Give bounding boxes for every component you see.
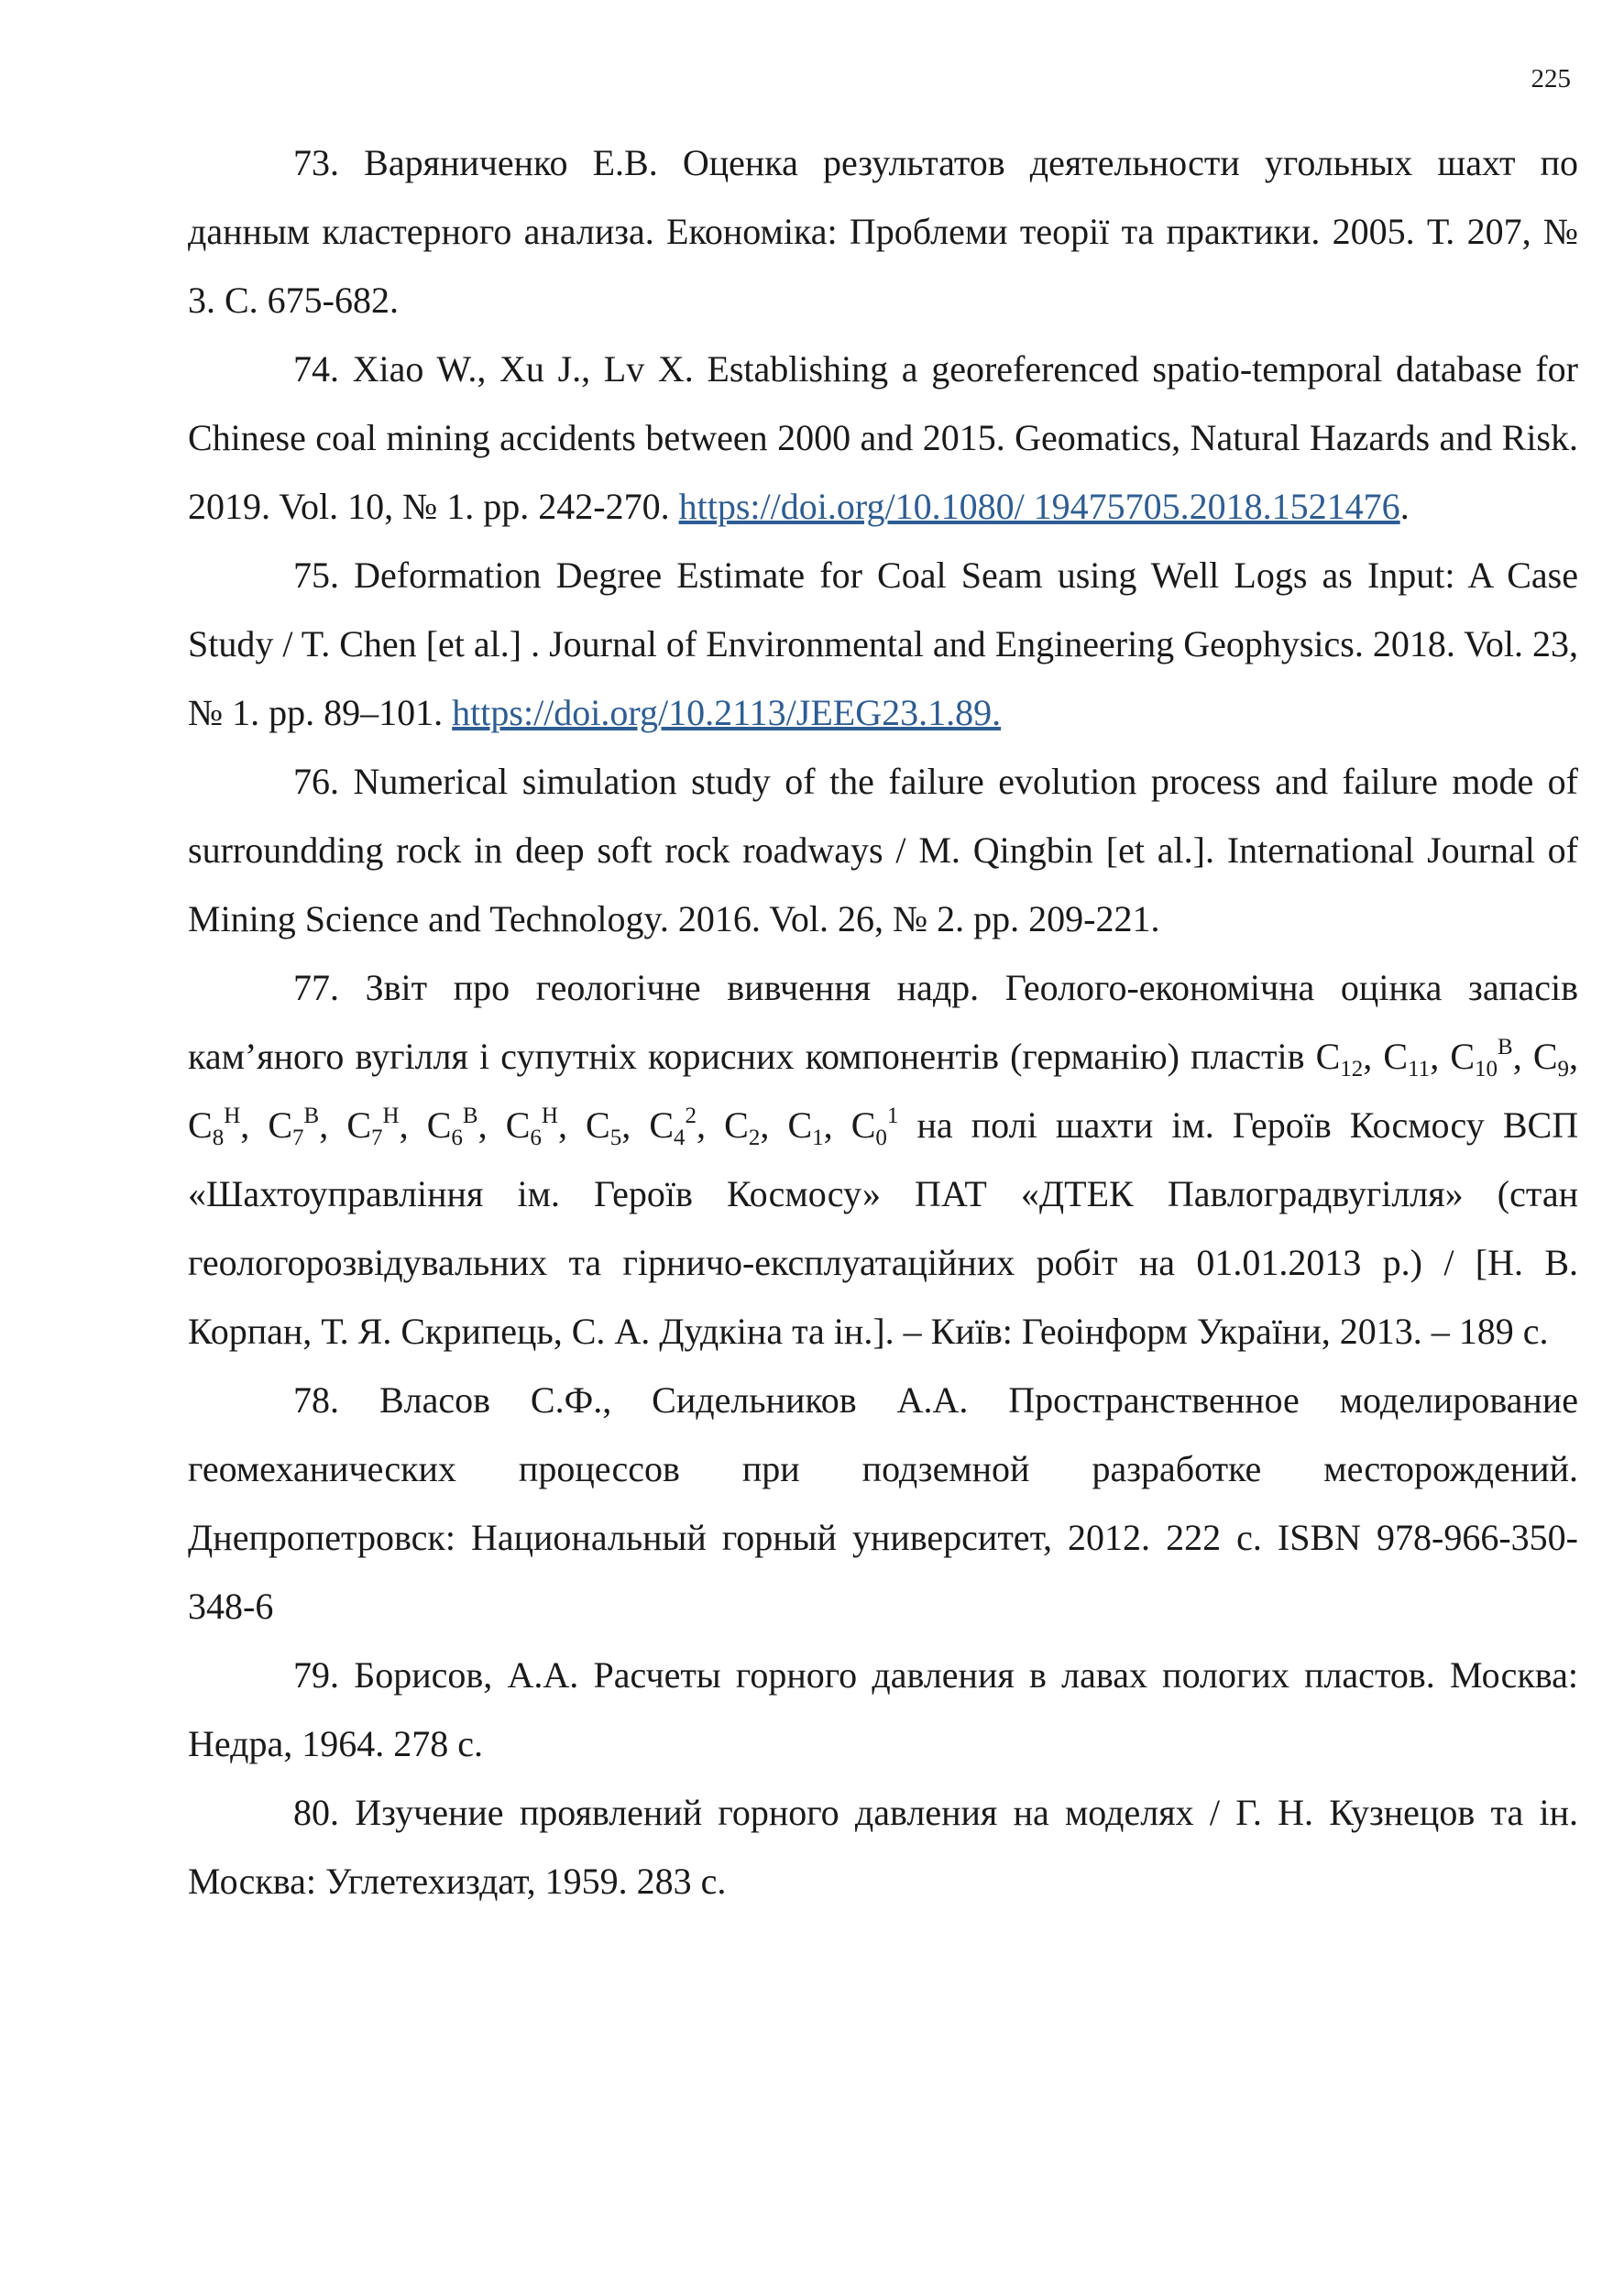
reference-tail: . xyxy=(1399,486,1410,527)
reference-text: 75. Deformation Degree Estimate for Coal Seam using Well Logs as Input: A Case Study / T. Chen [et al.] . Journal of Environmental and Engineering Geophysics. 2018. Vol. 23, № 1. pp. 89–101. xyxy=(188,555,1578,733)
seam-superscript: 1 xyxy=(886,1104,899,1128)
reference-text: 73. Варяниченко Е.В. Оценка результатов деятельности угольных шахт по данным кластерного анализа. Економіка: Проблеми теорії та практики. 2005. Т. 207, № 3. С. 675-682. xyxy=(188,142,1578,321)
seam-superscript: 2 xyxy=(685,1104,697,1128)
seam-symbol: $C_6^Н$ xyxy=(505,1104,558,1150)
reference-74 xyxy=(188,335,1578,541)
reference-75 xyxy=(188,541,1578,747)
seam-index: 8 xyxy=(212,1126,225,1150)
seam-symbol: $C_8^Н$ xyxy=(188,1104,241,1150)
seam-index: 0 xyxy=(875,1126,887,1150)
seam-index: 10 xyxy=(1475,1057,1498,1082)
page-number: 225 xyxy=(1531,64,1571,93)
seam-superscript: Н xyxy=(382,1104,400,1128)
seam-symbol: $C_{11}$ xyxy=(1383,1036,1431,1082)
reference-list xyxy=(188,128,1578,1916)
reference-text: 77. Звіт про геологічне вивчення надр. Геолого-економічна оцінка запасів кам’яного вугілля і супутніх корисних компонентів (германію) пластів xyxy=(188,967,1578,1077)
seam-symbol: $C_7^Н$ xyxy=(346,1104,400,1150)
reference-76 xyxy=(188,747,1578,953)
seam-symbol: $C_6^В$ xyxy=(426,1104,478,1150)
seam-index: 6 xyxy=(530,1126,542,1150)
reference-text: 80. Изучение проявлений горного давления на моделях / Г. Н. Кузнецов та ін. Москва: Углетехиздат, 1959. 283 с. xyxy=(188,1792,1578,1902)
seam-symbol: $C_4^2$ xyxy=(649,1104,697,1150)
reference-79 xyxy=(188,1641,1578,1778)
seam-symbol: $C_2$ xyxy=(724,1104,761,1150)
seam-index: 7 xyxy=(371,1126,383,1150)
seam-symbol: $C_0^1$ xyxy=(850,1104,899,1150)
seam-index: 6 xyxy=(451,1126,463,1150)
reference-text: 79. Борисов, А.А. Расчеты горного давления в лавах пологих пластов. Москва: Недра, 1964. 278 с. xyxy=(188,1654,1578,1764)
seam-index: 7 xyxy=(292,1126,304,1150)
seam-index: 12 xyxy=(1340,1057,1364,1082)
reference-78 xyxy=(188,1366,1578,1641)
seam-index: 2 xyxy=(748,1126,761,1150)
reference-73 xyxy=(188,128,1578,335)
seam-index: 9 xyxy=(1557,1057,1570,1082)
reference-text: 78. Власов С.Ф., Сидельников А.А. Пространственное моделирование геомеханических процессов при подземной разработке месторождений. Днепропетровск: Национальный горный университет, 2012. 222 с. ISBN 978-966-350-348-6 xyxy=(188,1379,1578,1627)
reference-text-continued: на полі шахти ім. Героїв Космосу ВСП «Шахтоуправління ім. Героїв Космосу» ПАТ «ДТЕК Павлоградвугілля» (стан геологорозвідувальних та гірничо-експлуатаційних робіт на 01.01.2013 р.) / [Н. В. Корпан, Т. Я. Скрипець, С. А. Дудкіна та ін.]. – Київ: Геоінформ України, 2013. – 189 с. xyxy=(188,1104,1579,1352)
seam-symbol: $C_1$ xyxy=(787,1104,824,1150)
reference-text: 74. Xiao W., Xu J., Lv X. Establishing a georeferenced spatio-temporal database for Chinese coal mining accidents between 2000 and 2015. Geomatics, Natural Hazards and Risk. 2019. Vol. 10, № 1. pp. 242-270. xyxy=(188,348,1578,527)
seam-symbol: $C_{10}^В$ xyxy=(1450,1035,1513,1082)
seam-superscript: В xyxy=(1498,1035,1513,1060)
seam-symbol: $C_7^В$ xyxy=(268,1104,320,1150)
seam-index: 4 xyxy=(674,1126,686,1150)
reference-80 xyxy=(188,1778,1578,1916)
seam-superscript: Н xyxy=(541,1104,558,1128)
seam-symbol: $C_5$ xyxy=(586,1104,622,1150)
seam-superscript: В xyxy=(462,1104,478,1128)
seam-superscript: Н xyxy=(224,1104,241,1128)
seam-index: 1 xyxy=(812,1126,824,1150)
seam-index: 11 xyxy=(1408,1057,1431,1082)
seam-symbol: $C_9$ xyxy=(1532,1036,1570,1082)
seam-superscript: В xyxy=(303,1104,320,1128)
doi-link[interactable]: https://doi.org/10.2113/JEEG23.1.89. xyxy=(452,692,1002,733)
reference-77 xyxy=(188,953,1578,1366)
doi-link[interactable]: https://doi.org/10.1080/ 19475705.2018.1521476 xyxy=(678,486,1400,527)
seam-list: $C_{12}$, $C_{11}$, $C_{10}^В$, $C_9$, $C_8^Н$, $C_7^В$, $C_7^Н$, $C_6^В$, $C_6^Н$, $C_5$, $C_4^2$, $C_2$, $C_1$, $C_0^1$ xyxy=(188,1035,1579,1150)
seam-index: 5 xyxy=(609,1126,622,1150)
seam-symbol: $C_{12}$ xyxy=(1315,1036,1364,1082)
reference-text: 76. Numerical simulation study of the failure evolution process and failure mode of surroundding rock in deep soft rock roadways / M. Qingbin [et al.]. International Journal of Mining Science and Technology. 2016. Vol. 26, № 2. pp. 209-221. xyxy=(188,761,1578,939)
